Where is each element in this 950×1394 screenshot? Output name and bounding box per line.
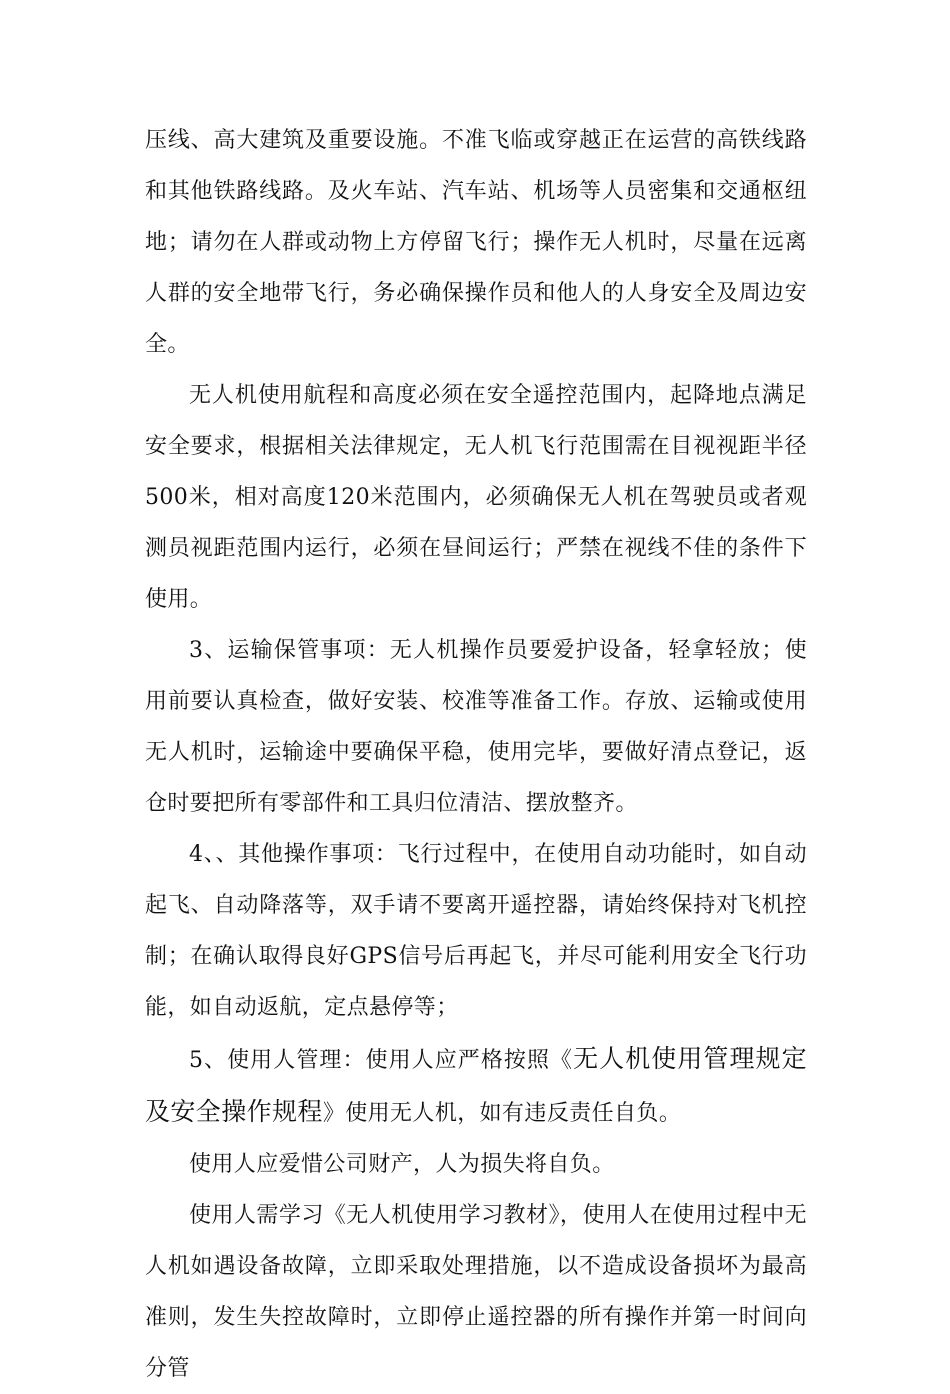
document-body xyxy=(145,115,807,1394)
regulation-title: 无人机使用管理规定及安全操作规程 xyxy=(145,1044,807,1126)
paragraph-company-property: 使用人应爱惜公司财产，人为损失将自负。 xyxy=(189,1152,615,1177)
paragraph-flight-restrictions-continued: 压线、高大建筑及重要设施。不准飞临或穿越正在运营的高铁线路和其他铁路线路。及火车站、汽车站、机场等人员密集和交通枢纽地；请勿在人群或动物上方停留飞行；操作无人机时，尽量在远离人群的安全地带飞行，务必确保操作员和他人的人身安全及周边安全。 xyxy=(145,128,807,357)
paragraph-flight-range: 无人机使用航程和高度必须在安全遥控范围内，起降地点满足安全要求，根据相关法律规定，无人机飞行范围需在目视视距半径500米，相对高度120米范围内，必须确保无人机在驾驶员或者观测员视距范围内运行，必须在昼间运行；严禁在视线不佳的条件下使用。 xyxy=(145,383,807,612)
paragraph-transport-storage: 3、运输保管事项：无人机操作员要爱护设备，轻拿轻放；使用前要认真检查，做好安装、校准等准备工作。存放、运输或使用无人机时，运输途中要确保平稳，使用完毕，要做好清点登记，返仓时要把所有零部件和工具归位清洁、摆放整齐。 xyxy=(145,638,807,816)
paragraph-training-and-faults: 使用人需学习《无人机使用学习教材》，使用人在使用过程中无人机如遇设备故障，立即采取处理措施，以不造成设备损坏为最高准则，发生失控故障时，立即停止遥控器的所有操作并第一时间向分管 xyxy=(145,1203,807,1381)
user-management-tail: 》使用无人机，如有违反责任自负。 xyxy=(322,1101,682,1126)
user-management-lead: 5、使用人管理：使用人应严格按照《 xyxy=(189,1048,574,1073)
paragraph-user-management xyxy=(145,1033,807,1139)
paragraph-other-operations: 4、、其他操作事项：飞行过程中，在使用自动功能时，如自动起飞、自动降落等，双手请不要离开遥控器，请始终保持对飞机控制；在确认取得良好GPS信号后再起飞，并尽可能利用安全飞行功能，如自动返航，定点悬停等； xyxy=(145,842,807,1020)
